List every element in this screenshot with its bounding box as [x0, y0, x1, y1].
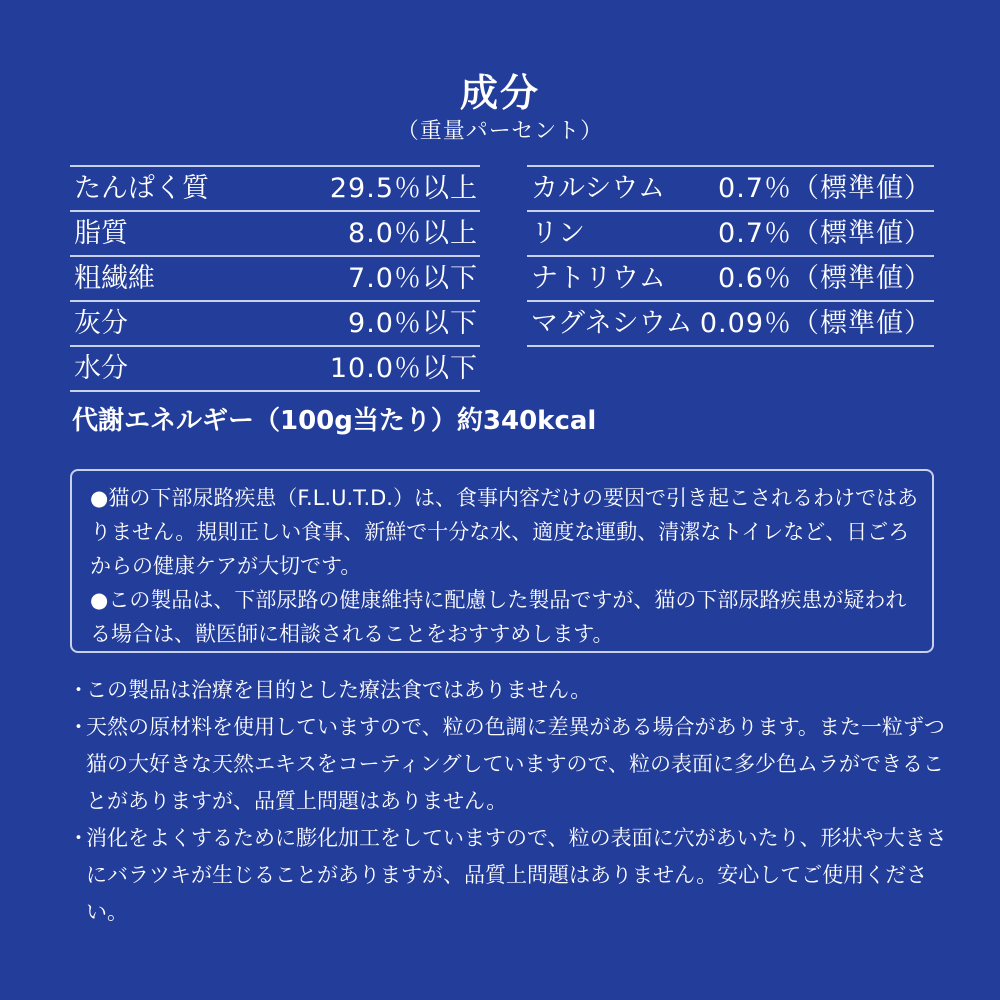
- table-row: [70, 300, 480, 345]
- metabolic-energy: 代謝エネルギー（100g当たり）約340kcal: [72, 406, 597, 436]
- nutrient-name: 粗繊維: [74, 263, 155, 294]
- note-text: 天然の原材料を使用していますので、粒の色調に差異がある場合があります。また一粒ずつ猫の大好きな天然エキスをコーティングしていますので、粒の表面に多少色ムラができることがありますが、品質上問題はありません。: [86, 715, 945, 813]
- table-row: [70, 165, 480, 210]
- nutrient-name: 脂質: [74, 218, 128, 249]
- nutrient-name: 灰分: [74, 308, 128, 339]
- nutrient-value: 0.7％（標準値）: [718, 173, 932, 204]
- page-title: 成分: [459, 71, 540, 115]
- nutrient-table-left: [70, 165, 480, 392]
- bullet: ・: [68, 715, 89, 739]
- nutrient-value: 8.0％以上: [348, 218, 478, 249]
- nutrient-value: 10.0％以下: [329, 353, 478, 384]
- notice-paragraph: ●この製品は、下部尿路の健康維持に配慮した製品ですが、猫の下部尿路疾患が疑われる場合は、獣医師に相談されることをおすすめします。: [90, 588, 907, 646]
- bullet: ・: [68, 826, 89, 850]
- nutrient-value: 9.0％以下: [348, 308, 478, 339]
- caution-notes: [68, 672, 948, 931]
- nutrient-value: 7.0％以下: [348, 263, 478, 294]
- nutrient-name: ナトリウム: [531, 263, 666, 294]
- nutrient-name: リン: [531, 218, 585, 249]
- nutrient-table-right: [527, 165, 934, 347]
- table-row: [70, 345, 480, 392]
- note-text: この製品は治療を目的とした療法食ではありません。: [86, 678, 592, 702]
- nutrient-name: カルシウム: [531, 173, 666, 204]
- page-subtitle: （重量パーセント）: [396, 119, 604, 144]
- nutrient-value: 29.5％以上: [329, 173, 478, 204]
- bullet: ・: [68, 678, 89, 702]
- nutrient-name: 水分: [74, 353, 128, 384]
- nutrient-name: マグネシウム: [531, 308, 693, 339]
- flutd-notice-box: [70, 469, 934, 653]
- note-text: 消化をよくするために膨化加工をしていますので、粒の表面に穴があいたり、形状や大きさにバラツキが生じることがありますが、品質上問題はありません。安心してご使用ください。: [86, 826, 947, 924]
- list-item: [68, 672, 948, 709]
- nutrient-value: 0.6％（標準値）: [718, 263, 932, 294]
- list-item: [68, 709, 948, 820]
- table-row: [527, 165, 934, 210]
- table-row: [527, 210, 934, 255]
- table-row: [70, 255, 480, 300]
- nutrient-value: 0.09％（標準値）: [699, 308, 932, 339]
- nutrient-name: たんぱく質: [74, 173, 209, 204]
- list-item: [68, 820, 948, 931]
- notice-paragraph: ●猫の下部尿路疾患（F.L.U.T.D.）は、食事内容だけの要因で引き起こされるわけではありません。規則正しい食事、新鮮で十分な水、適度な運動、清潔なトイレなど、日ごろからの健康ケアが大切です。: [90, 486, 918, 578]
- table-row: [527, 300, 934, 347]
- table-row: [527, 255, 934, 300]
- nutrient-value: 0.7％（標準値）: [718, 218, 932, 249]
- table-row: [70, 210, 480, 255]
